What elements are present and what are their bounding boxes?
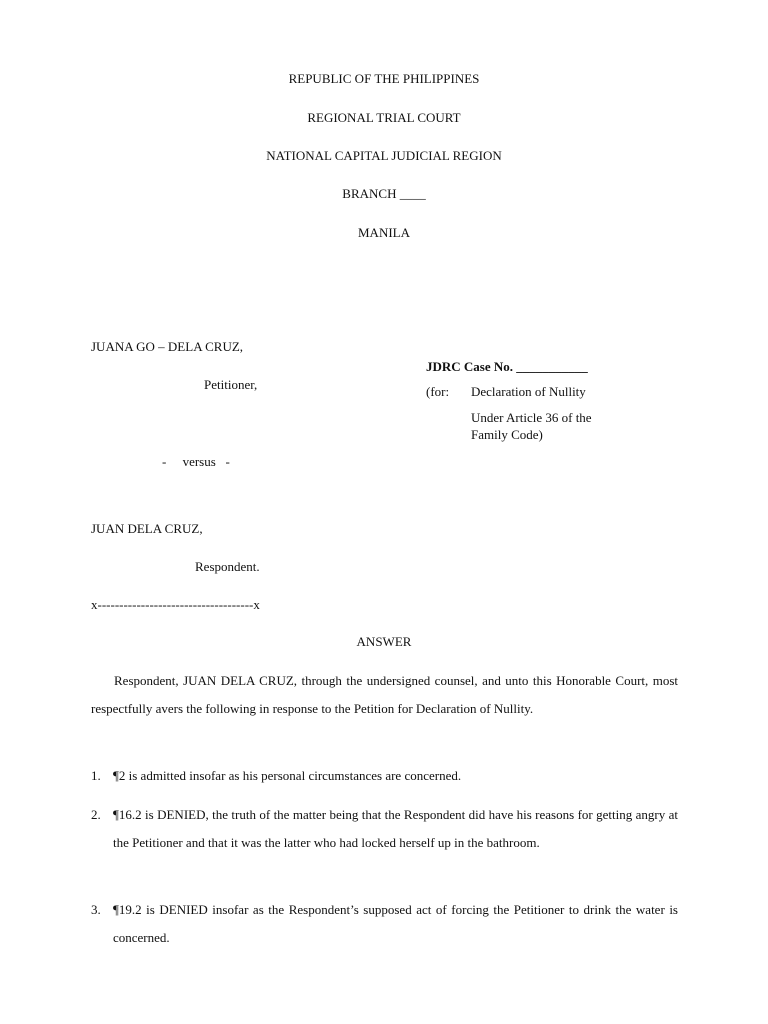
item-number: 1. [91,768,101,783]
intro-paragraph: Respondent, JUAN DELA CRUZ, through the undersigned counsel, and unto this Honorable Court, most respectfully avers the following in response to the Petition for Declaration of Nullity. [91,673,678,716]
respondent-role: Respondent. [195,559,260,574]
case-nature-line1: Declaration of Nullity [471,384,586,399]
court-header-rtc: REGIONAL TRIAL COURT [307,110,461,125]
item-text: ¶16.2 is DENIED, the truth of the matter being that the Respondent did have his reasons for getting angry at the Petitioner and that it was the latter who had locked herself up in the bathroom. [113,807,678,850]
document-title: ANSWER [356,634,412,649]
court-header-republic: REPUBLIC OF THE PHILIPPINES [288,71,480,86]
versus-label: - versus - [162,454,230,469]
caption-divider: x------------------------------------x [91,597,260,612]
petitioner-role: Petitioner, [204,377,258,392]
item-number: 3. [91,902,101,917]
case-for-label: (for: [426,384,450,399]
court-header-branch: BRANCH ____ [342,186,426,201]
respondent-name: JUAN DELA CRUZ, [91,521,203,536]
court-header-region: NATIONAL CAPITAL JUDICIAL REGION [266,148,502,163]
item-text: ¶2 is admitted insofar as his personal circumstances are concerned. [113,768,462,783]
case-nature-line2: Under Article 36 of the [471,410,592,425]
court-header-city: MANILA [358,225,410,240]
case-number: JDRC Case No. ___________ [426,359,588,374]
item-text: ¶19.2 is DENIED insofar as the Respondent’s supposed act of forcing the Petitioner to drink the water is concerned. [113,902,678,945]
case-nature-line3: Family Code) [471,427,543,442]
item-number: 2. [91,807,101,822]
petitioner-name: JUANA GO – DELA CRUZ, [91,339,244,354]
